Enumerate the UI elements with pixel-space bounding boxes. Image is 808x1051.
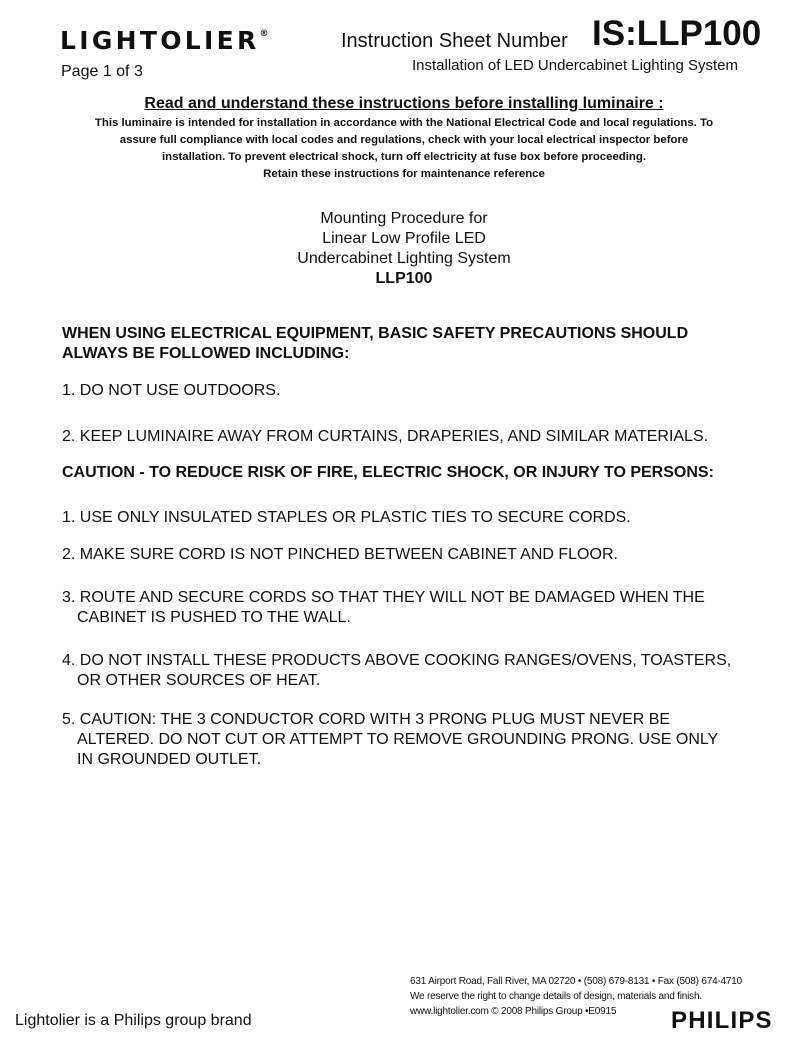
caution-item — [62, 508, 782, 528]
procedure-title — [0, 209, 808, 289]
notice-line: Retain these instructions for maintenance reference — [263, 168, 545, 180]
sheet-label: Instruction Sheet Number — [341, 30, 568, 52]
caution-item — [62, 588, 782, 628]
caution-line: IN GROUNDED OUTLET. — [77, 751, 262, 768]
caution-line: 5. CAUTION: THE 3 CONDUCTOR CORD WITH 3 PRONG PLUG MUST NEVER BE — [62, 711, 671, 728]
caution-item — [62, 710, 782, 770]
caution-line: CABINET IS PUSHED TO THE WALL. — [77, 609, 351, 626]
safety-item: 1. DO NOT USE OUTDOORS. — [62, 382, 281, 399]
address-line: www.lightolier.com © 2008 Philips Group •E0915 — [410, 1006, 617, 1017]
document-subtitle: Installation of LED Undercabinet Lighting System — [412, 57, 739, 74]
philips-logo: PHILIPS — [671, 1007, 773, 1034]
read-instructions-title: Read and understand these instructions before installing luminaire : — [144, 95, 664, 112]
installation-notice — [0, 115, 808, 183]
address-line: We reserve the right to change details of design, materials and finish. — [410, 991, 702, 1002]
notice-line: This luminaire is intended for installation in accordance with the National Electrical Code and local regulations. To — [94, 117, 714, 129]
sheet-number: IS:LLP100 — [592, 14, 762, 53]
safety-heading: WHEN USING ELECTRICAL EQUIPMENT, BASIC SAFETY PRECAUTIONS SHOULD ALWAYS BE FOLLOWED INCLUDING: — [62, 325, 689, 362]
caution-item — [62, 545, 782, 565]
procedure-line: Mounting Procedure for — [320, 210, 488, 227]
caution-line: 4. DO NOT INSTALL THESE PRODUCTS ABOVE COOKING RANGES/OVENS, TOASTERS, — [62, 652, 732, 669]
notice-line: installation. To prevent electrical shock, turn off electricity at fuse box before proceeding. — [161, 151, 646, 163]
lightolier-logo: LIGHTOLIER® — [60, 26, 269, 55]
brand-statement: Lightolier is a Philips group brand — [15, 1012, 252, 1029]
address-line: 631 Airport Road, Fall River, MA 02720 • (508) 679-8131 • Fax (508) 674-4710 — [410, 976, 743, 987]
page-number: Page 1 of 3 — [61, 63, 143, 80]
caution-line: OR OTHER SOURCES OF HEAT. — [77, 672, 321, 689]
caution-line: 3. ROUTE AND SECURE CORDS SO THAT THEY WILL NOT BE DAMAGED WHEN THE — [62, 589, 705, 606]
notice-line: assure full compliance with local codes and regulations, check with your local electrical inspector before — [119, 134, 689, 146]
caution-heading: CAUTION - TO REDUCE RISK OF FIRE, ELECTRIC SHOCK, OR INJURY TO PERSONS: — [62, 464, 714, 481]
caution-line: ALTERED. DO NOT CUT OR ATTEMPT TO REMOVE GROUNDING PRONG. USE ONLY — [77, 731, 719, 748]
caution-item — [62, 651, 782, 691]
caution-line: 2. MAKE SURE CORD IS NOT PINCHED BETWEEN CABINET AND FLOOR. — [62, 546, 618, 563]
procedure-line: Undercabinet Lighting System — [297, 250, 511, 267]
caution-line: 1. USE ONLY INSULATED STAPLES OR PLASTIC TIES TO SECURE CORDS. — [62, 509, 631, 526]
model-number: LLP100 — [375, 270, 433, 287]
procedure-line: Linear Low Profile LED — [322, 230, 486, 247]
safety-item: 2. KEEP LUMINAIRE AWAY FROM CURTAINS, DRAPERIES, AND SIMILAR MATERIALS. — [62, 428, 709, 445]
